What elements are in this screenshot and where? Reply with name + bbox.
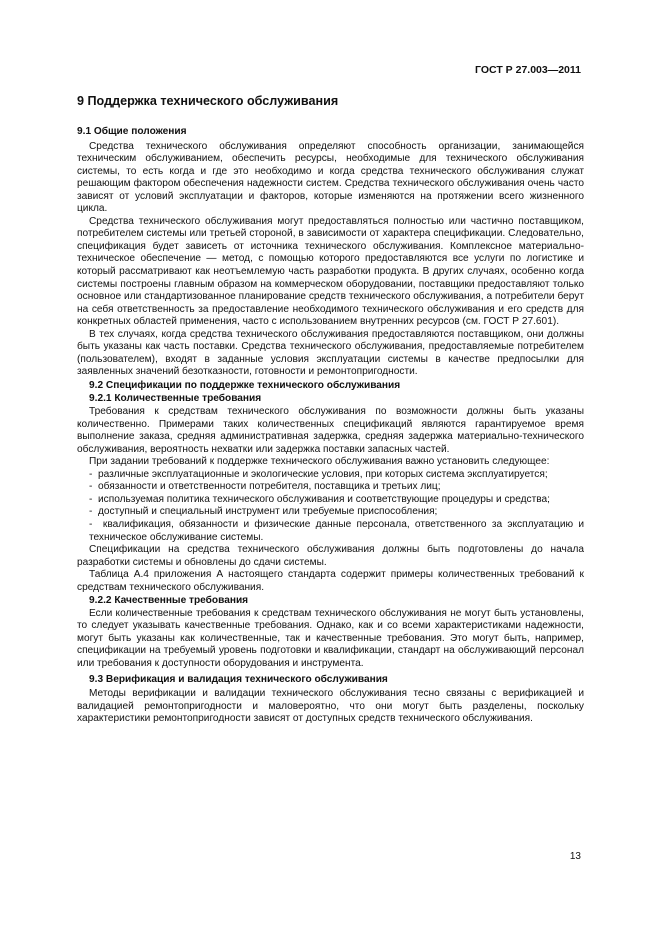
- paragraph: Средства технического обслуживания определяют способность организации, занимающейся техническим обслуживанием, обеспечить ресурсы, необходимые для технического обслуживания системы, то есть когда и где это необходимо и когда средства технического обслуживания служат решающим фактором обеспечения надежности систем. Средства технического обслуживания очень часто зависят от условий эксплуатации и факторов, которые изменяются на протяжении всего жизненного цикла.: [77, 140, 584, 215]
- document-id-header: ГОСТ Р 27.003—2011: [475, 64, 581, 76]
- paragraph: Если количественные требования к средствам технического обслуживания не могут быть установлены, то следует указывать качественные требования. Однако, как и со всеми характеристиками надежности, могут быть указаны как количественные, так и качественные требования. Это могут быть, например, спецификации на требуемый уровень подготовки и квалификации, стандарт на обслуживающий персонал или требования к доступности оборудования и инструмента.: [77, 607, 584, 669]
- paragraph: Требования к средствам технического обслуживания по возможности должны быть указаны количественно. Примерами таких количественных спецификаций являются гарантируемое время выполнение заказа, средняя административная задержка, средняя задержка материально-технического обслуживания, вероятность нехватки или задержка поставки запасных частей.: [77, 406, 584, 455]
- section-9-3-title: 9.3 Верификация и валидация технического обслуживания: [89, 673, 388, 685]
- list-item: - используемая политика технического обслуживания и соответствующие процедуры и средства;: [77, 494, 584, 507]
- paragraph: Спецификации на средства технического обслуживания должны быть подготовлены до начала разработки системы и обновлены до сдачи системы.: [77, 544, 584, 568]
- page-number: 13: [569, 851, 581, 862]
- paragraph: Методы верификации и валидации технического обслуживания тесно связаны с верификацией и валидацией ремонтопригодности и маловероятно, что они могут быть разделены, поскольку характеристики ремонтопригодности зависят от доступных средств технического обслуживания.: [77, 688, 584, 725]
- section-9-title: 9 Поддержка технического обслуживания: [77, 94, 339, 108]
- list-item: - доступный и специальный инструмент или требуемые приспособления;: [77, 506, 584, 519]
- paragraph: Таблица А.4 приложения А настоящего стандарта содержит примеры количественных требований к средствам технического обслуживания.: [77, 569, 584, 593]
- list-item: - различные эксплуатационные и экологические условия, при которых система эксплуатируется;: [77, 469, 584, 482]
- section-9-2-title: 9.2 Спецификации по поддержке технического обслуживания: [89, 379, 401, 391]
- section-9-2-2-title: 9.2.2 Качественные требования: [89, 595, 249, 607]
- paragraph: В тех случаях, когда средства технического обслуживания предоставляются поставщиком, они должны быть указаны как часть поставки. Средства технического обслуживания, предоставляемые потребителем (пользователем), входят в заданные условия эксплуатации системы в качестве предпосылки для заявленных значений безотказности, готовности и ремонтопригодности.: [77, 328, 584, 378]
- list-item: - обязанности и ответственности потребителя, поставщика и третьих лиц;: [77, 481, 584, 494]
- paragraph: Средства технического обслуживания могут предоставляться полностью или частично поставщиком, потребителем системы или третьей стороной, в зависимости от характера спецификации. Следовательно, спецификация будет зависеть от источника технического обслуживания. Комплексное материально-техническое обеспечение — метод, с помощью которого предоставляются все услуги по логистике и который рассматривают как неотъемлемую часть разработки продукта. В других случаях, особенно когда системы построены главным образом на коммерческом оборудовании, поставщики предоставляют только основное или стандартизованное планирование средств технического обслуживания, а потребители берут на себя ответственность за предоставление необходимого технического обслуживания и его средств для конкретных областей применения, часто с использованием внутренних ресурсов (см. ГОСТ Р 27.601).: [77, 215, 584, 328]
- section-9-1-title: 9.1 Общие положения: [77, 126, 187, 137]
- requirements-list: [77, 469, 584, 544]
- paragraph: При задании требований к поддержке технического обслуживания важно установить следующее:: [89, 456, 550, 468]
- section-9-2-1-title: 9.2.1 Количественные требования: [89, 393, 262, 405]
- page-content: [77, 94, 584, 726]
- list-item: - квалификация, обязанности и физические данные персонала, ответственного за эксплуатацию и техническое обслуживание системы.: [77, 519, 584, 544]
